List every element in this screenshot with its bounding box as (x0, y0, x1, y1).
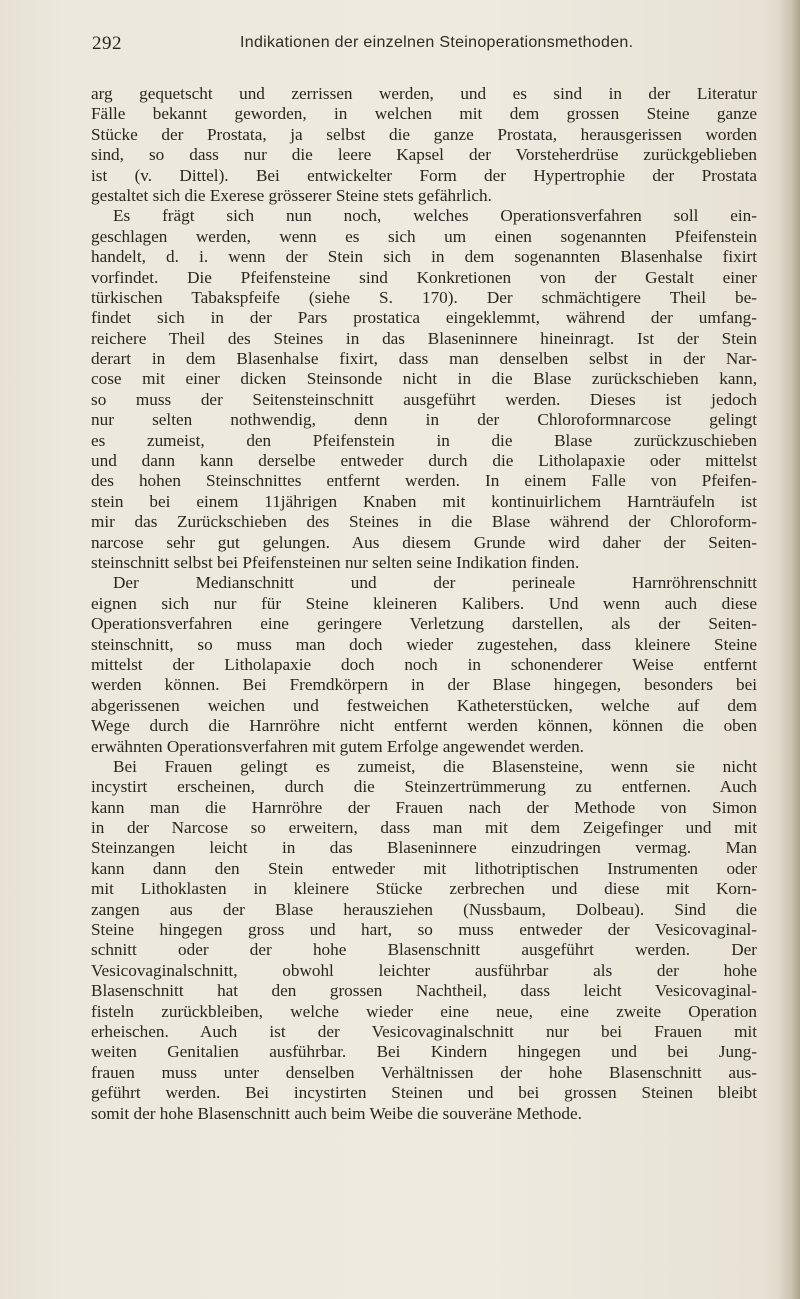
text-line: zangen aus der Blase herausziehen (Nussbaum, Dolbeau). Sind die (91, 899, 757, 919)
running-title: Indikationen der einzelnen Steinoperationsmethoden. (240, 34, 634, 51)
text-line: stein bei einem 11jährigen Knaben mit kontinuirlichem Harnträufeln ist (91, 491, 757, 511)
text-line: mit Lithoklasten in kleinere Stücke zerbrechen und diese mit Korn- (91, 879, 757, 899)
text-line: weiten Genitalien ausführbar. Bei Kindern hingegen und bei Jung- (91, 1042, 757, 1062)
text-line: Blasenschnitt hat den grossen Nachtheil, dass leicht Vesicovaginal- (91, 981, 757, 1001)
text-line: abgerissenen weichen und festweichen Katheterstücken, welche auf dem (91, 695, 757, 715)
body-text (91, 84, 757, 1124)
page-number: 292 (92, 33, 122, 54)
text-line: gestaltet sich die Exerese grösserer Steine stets gefährlich. (91, 185, 492, 205)
text-line: nur selten nothwendig, denn in der Chloroformnarcose gelingt (91, 410, 757, 430)
text-line: incystirt erscheinen, durch die Steinzertrümmerung zu entfernen. Auch (91, 777, 757, 797)
text-line: eignen sich nur für Steine kleineren Kalibers. Und wenn auch diese (91, 593, 757, 613)
page-header (92, 33, 760, 57)
text-line: narcose sehr gut gelungen. Aus diesem Grunde wird daher der Seiten- (91, 532, 757, 552)
text-line: türkischen Tabakspfeife (siehe S. 170). Der schmächtigere Theil be- (91, 287, 757, 307)
text-line: erwähnten Operationsverfahren mit gutem Erfolge angewendet werden. (91, 736, 584, 756)
text-line: handelt, d. i. wenn der Stein sich in dem sogenannten Blasenhalse fixirt (91, 247, 757, 267)
text-line: Vesicovaginalschnitt, obwohl leichter ausführbar als der hohe (91, 960, 757, 980)
text-line: cose mit einer dicken Steinsonde nicht in die Blase zurückschieben kann, (91, 369, 757, 389)
text-line: Stücke der Prostata, ja selbst die ganze Prostata, herausgerissen worden (91, 124, 757, 144)
text-line: Fälle bekannt geworden, in welchen mit dem grossen Steine ganze (91, 104, 757, 124)
text-line: kann man die Harnröhre der Frauen nach der Methode von Simon (91, 797, 757, 817)
text-line: erheischen. Auch ist der Vesicovaginalschnitt nur bei Frauen mit (91, 1021, 757, 1041)
text-line: frauen muss unter denselben Verhältnissen der hohe Blasenschnitt aus- (91, 1062, 757, 1082)
text-line: somit der hohe Blasenschnitt auch beim Weibe die souveräne Methode. (91, 1103, 582, 1123)
text-line: Bei Frauen gelingt es zumeist, die Blasensteine, wenn sie nicht (113, 756, 757, 776)
text-line: steinschnitt, so muss man doch wieder zugestehen, dass kleinere Steine (91, 634, 757, 654)
text-line: sind, so dass nur die leere Kapsel der Vorsteherdrüse zurückgeblieben (91, 145, 757, 165)
text-line: Steinzangen leicht in das Blaseninnere einzudringen vermag. Man (91, 838, 757, 858)
text-line: und dann kann derselbe entweder durch die Litholapaxie oder mittelst (91, 451, 757, 471)
text-line: Der Medianschnitt und der perineale Harnröhrenschnitt (113, 573, 757, 593)
text-line: geschlagen werden, wenn es sich um einen sogenannten Pfeifenstein (91, 226, 757, 246)
text-line: Wege durch die Harnröhre nicht entfernt werden können, können die oben (91, 716, 757, 736)
text-line: in der Narcose so erweitern, dass man mit dem Zeigefinger und mit (91, 818, 757, 838)
page-edge-shadow (778, 0, 800, 1299)
text-line: Steine hingegen gross und hart, so muss entweder der Vesicovaginal- (91, 920, 757, 940)
text-line: schnitt oder der hohe Blasenschnitt ausgeführt werden. Der (91, 940, 757, 960)
text-line: werden können. Bei Fremdkörpern in der Blase hingegen, besonders bei (91, 675, 757, 695)
text-line: so muss der Seitensteinschnitt ausgeführt werden. Dieses ist jedoch (91, 389, 757, 409)
text-line: Operationsverfahren eine geringere Verletzung darstellen, als der Seiten- (91, 614, 757, 634)
text-line: vorfindet. Die Pfeifensteine sind Konkretionen von der Gestalt einer (91, 267, 757, 287)
text-line: fisteln zurückbleiben, welche wieder eine neue, eine zweite Operation (91, 1001, 757, 1021)
text-line: des hohen Steinschnittes entfernt werden. In einem Falle von Pfeifen- (91, 471, 757, 491)
text-line: arg gequetscht und zerrissen werden, und es sind in der Literatur (91, 84, 757, 103)
text-line: mittelst der Litholapaxie doch noch in schonenderer Weise entfernt (91, 654, 757, 674)
text-line: geführt werden. Bei incystirten Steinen und bei grossen Steinen bleibt (91, 1083, 757, 1103)
text-line: mir das Zurückschieben des Steines in die Blase während der Chloroform- (91, 512, 757, 532)
text-line: derart in dem Blasenhalse fixirt, dass man denselben selbst in der Nar- (91, 349, 757, 369)
text-line: kann dann den Stein entweder mit lithotriptischen Instrumenten oder (91, 858, 757, 878)
text-line: ist (v. Dittel). Bei entwickelter Form der Hypertrophie der Prostata (91, 165, 757, 185)
text-line: steinschnitt selbst bei Pfeifensteinen nur selten seine Indikation finden. (91, 552, 580, 572)
text-line: Es frägt sich nun noch, welches Operationsverfahren soll ein- (113, 206, 757, 226)
text-line: findet sich in der Pars prostatica eingeklemmt, während der umfang- (91, 308, 757, 328)
text-line: reichere Theil des Steines in das Blaseninnere hineinragt. Ist der Stein (91, 328, 757, 348)
text-line: es zumeist, den Pfeifenstein in die Blase zurückzuschieben (91, 430, 757, 450)
